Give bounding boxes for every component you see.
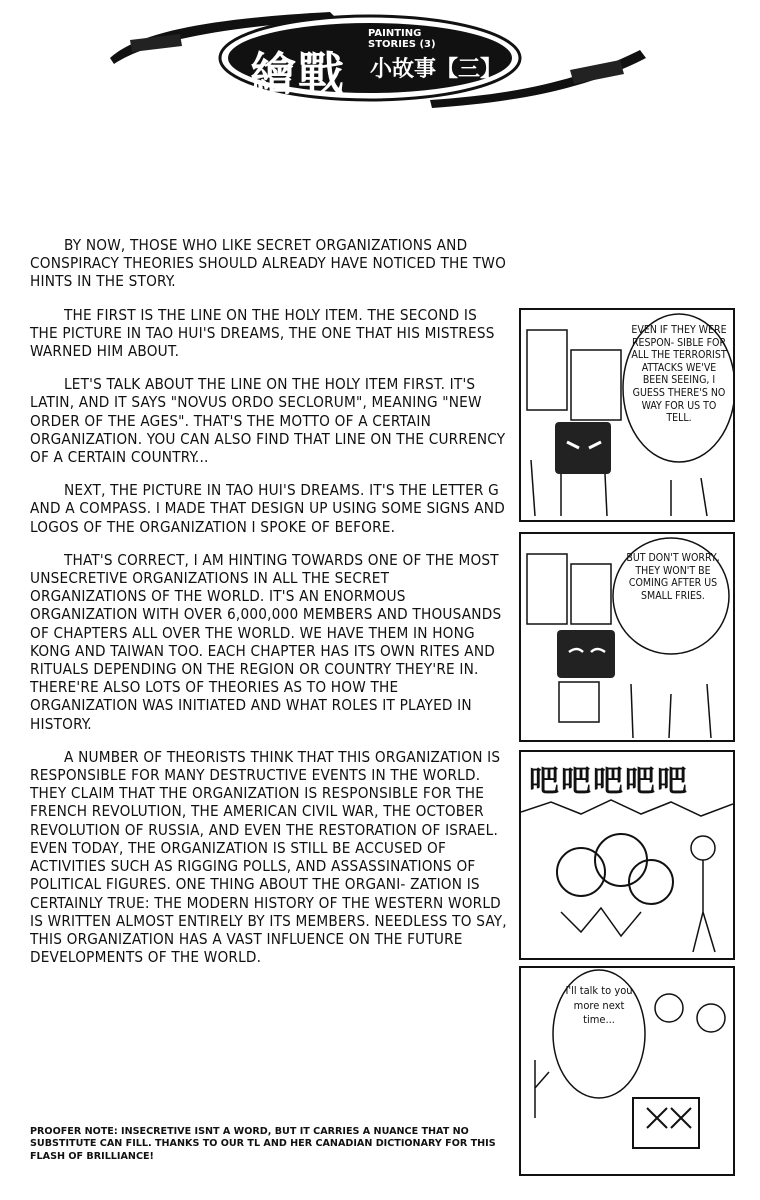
- comic-panel-1: [519, 308, 735, 522]
- paragraph-5: THAT'S CORRECT, I AM HINTING TOWARDS ONE OF THE MOST UNSECRETIVE ORGANIZATIONS IN ALL THE SECRET ORGANIZATIONS OF THE WORLD. IT'S AN ENORMOUS ORGANIZATION WITH OVER 6,000,000 MEMBERS AND THOUSANDS OF CHAPTERS ALL OVER THE WORLD. WE HAVE THEM IN HONG KONG AND TAIWAN TOO. EACH CHAPTER HAS ITS OWN RITES AND RITUALS DEPENDING ON THE REGION OR COUNTRY THEY'RE IN. THERE'RE ALSO LOTS OF THEORIES AS TO HOW THE ORGANIZATION WAS INITIATED AND WHAT ROLES IT PLAYED IN HISTORY.: [30, 550, 502, 733]
- paragraph-1: BY NOW, THOSE WHO LIKE SECRET ORGANIZATIONS AND CONSPIRACY THEORIES SHOULD ALREADY HAVE NOTICED THE TWO HINTS IN THE STORY.: [30, 236, 507, 291]
- paragraph-4: NEXT, THE PICTURE IN TAO HUI'S DREAMS. IT'S THE LETTER G AND A COMPASS. I MADE THAT DESIGN UP USING SOME SIGNS AND LOGOS OF THE ORGANIZATION I SPOKE OF BEFORE.: [30, 481, 505, 536]
- comic-panel-2: [519, 532, 735, 742]
- paragraph-2: THE FIRST IS THE LINE ON THE HOLY ITEM. THE SECOND IS THE PICTURE IN TAO HUI'S DREAMS, THE ONE THAT HIS MISTRESS WARNED HIM ABOUT.: [30, 305, 495, 361]
- banner-subtitle-en: [368, 28, 436, 50]
- banner-subtitle-cjk: 小故事【三】: [370, 56, 503, 82]
- header-banner: [100, 0, 660, 120]
- comic-panel-4: [519, 966, 735, 1176]
- paragraph-6: A NUMBER OF THEORISTS THINK THAT THIS ORGANIZATION IS RESPONSIBLE FOR MANY DESTRUCTIVE EVENTS IN THE WORLD. THEY CLAIM THAT THE ORGANIZATION IS RESPONSIBLE FOR THE FRENCH REVOLUTION, THE AMERICAN CIVIL WAR, THE OCTOBER REVOLUTION OF RUSSIA, AND EVEN THE RESTORATION OF ISRAEL. EVEN TODAY, THE ORGANIZATION IS STILL BE ACCUSED OF ACTIVITIES SUCH AS RIGGING POLLS, AND ASSASSINATIONS OF POLITICAL FIGURES. ONE THING ABOUT THE ORGANI- ZATION IS CERTAINLY TRUE: THE MODERN HISTORY OF THE WESTERN WORLD IS WRITTEN ALMOST ENTIRELY BY ITS MEMBERS. NEEDLESS TO SAY, THIS ORGANIZATION HAS A VAST INFLUENCE ON THE FUTURE DEVELOPMENTS OF THE WORLD.: [30, 747, 507, 967]
- panel-4-speech: I'll talk to you more next time...: [565, 984, 633, 1026]
- comic-panel-3: [519, 750, 735, 960]
- proofer-note: PROOFER NOTE: INSECRETIVE ISNT A WORD, BUT IT CARRIES A NUANCE THAT NO SUBSTITUTE CAN FILL. THANKS TO OUR TL AND HER CANADIAN DICTIONARY FOR THIS FLASH OF BRILLIANCE!: [30, 1126, 496, 1162]
- subtitle-en-line1: PAINTING: [368, 28, 422, 39]
- panel-2-speech: BUT DON'T WORRY, THEY WON'T BE COMING AFTER US SMALL FRIES.: [626, 552, 720, 602]
- panel-1-speech: EVEN IF THEY WERE RESPON- SIBLE FOR ALL THE TERRORIST ATTACKS WE'VE BEEN SEEING, I GUESS THERE'S NO WAY FOR US TO TELL.: [631, 324, 727, 425]
- subtitle-en-line2: STORIES (3): [368, 39, 436, 50]
- article-body: [30, 236, 508, 981]
- banner-title-cjk: 繪戰: [250, 47, 346, 101]
- panel-3-sound-effect: 吧吧吧吧吧: [529, 764, 689, 799]
- paragraph-3: LET'S TALK ABOUT THE LINE ON THE HOLY ITEM FIRST. IT'S LATIN, AND IT SAYS "NOVUS ORDO SECLORUM", MEANING "NEW ORDER OF THE AGES". THAT'S THE MOTTO OF A CERTAIN ORGANIZATION. YOU CAN ALSO FIND THAT LINE ON THE CURRENCY OF A CERTAIN COUNTRY...: [30, 375, 506, 467]
